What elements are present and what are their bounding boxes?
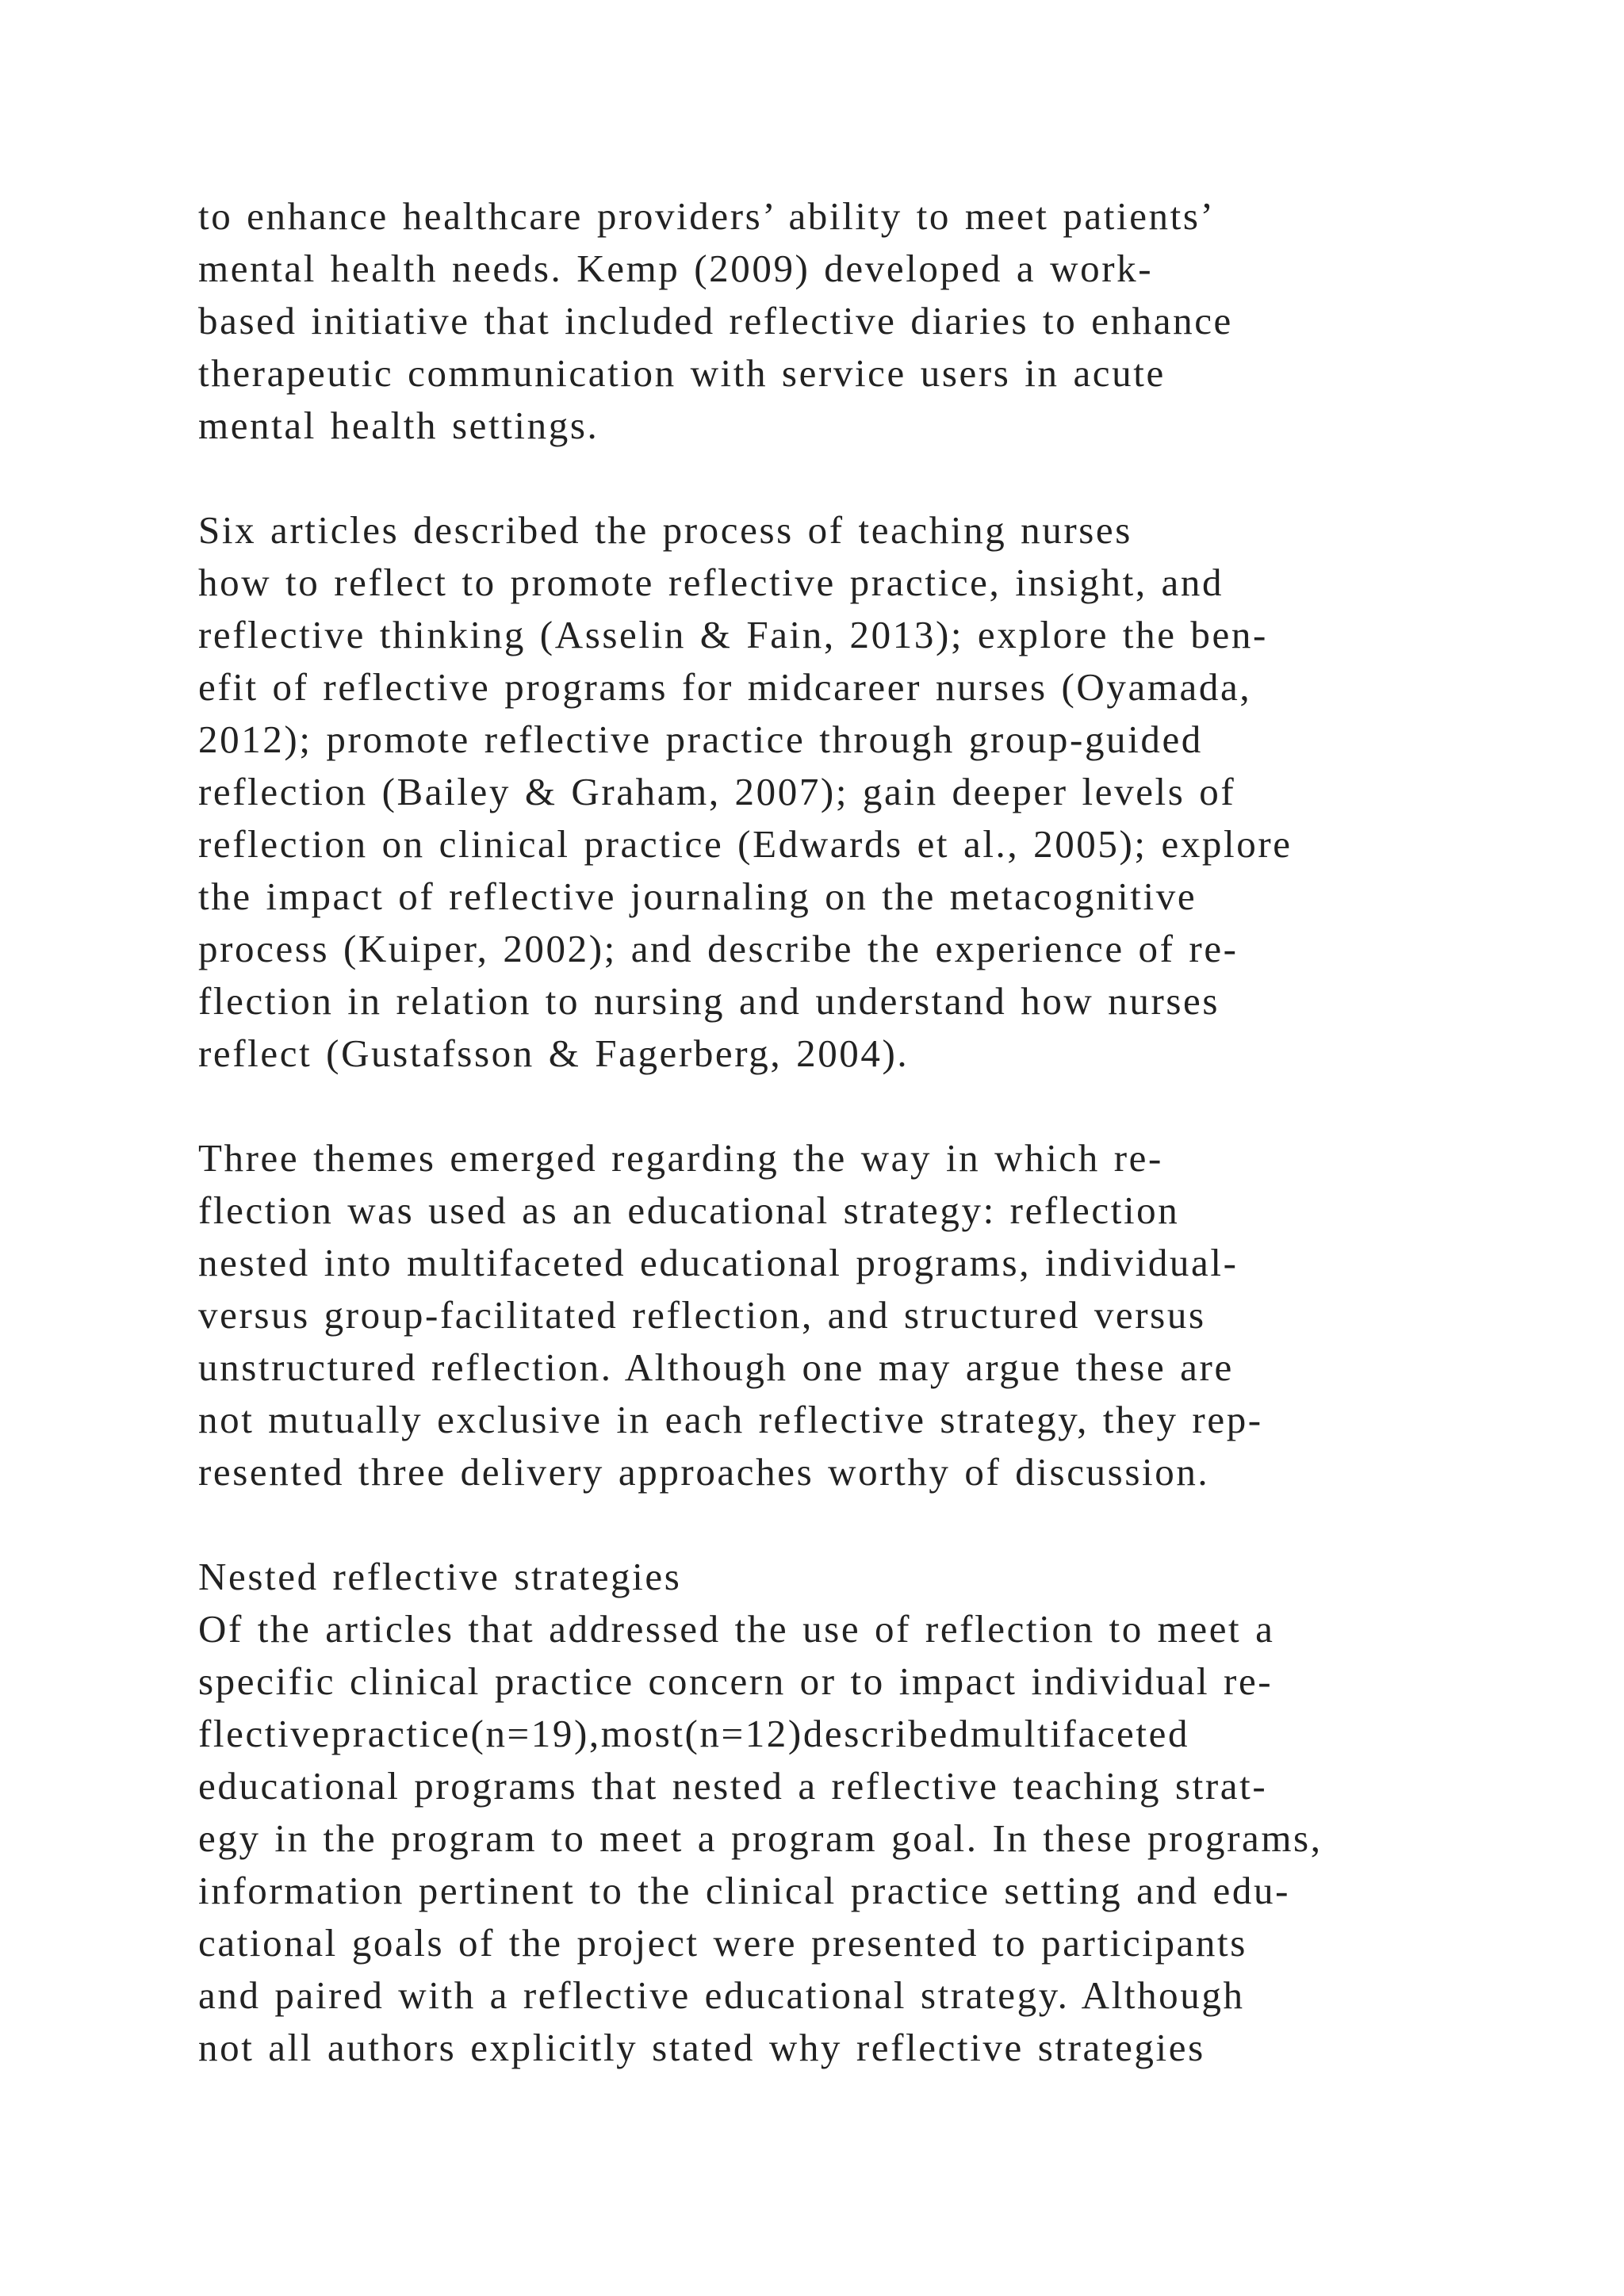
text-line: reflection on clinical practice (Edwards et al., 2005); explore	[198, 822, 1293, 866]
text-line: efit of reflective programs for midcareer nurses (Oyamada,	[198, 665, 1252, 709]
paragraph-six-articles	[198, 504, 1610, 1080]
text-line: reflect (Gustafsson & Fagerberg, 2004).	[198, 1031, 910, 1075]
text-line: mental health needs. Kemp (2009) developed a work-	[198, 247, 1154, 290]
text-line: flectivepractice(n=19),most(n=12)describedmultifaceted	[198, 1712, 1190, 1755]
text-line: nested into multifaceted educational programs, individual-	[198, 1241, 1239, 1284]
text-line: Six articles described the process of teaching nurses	[198, 508, 1132, 552]
text-line: and paired with a reflective educational strategy. Although	[198, 1973, 1245, 2017]
text-line: reflective thinking (Asselin & Fain, 2013); explore the ben-	[198, 613, 1268, 656]
text-line: therapeutic communication with service users in acute	[198, 351, 1166, 395]
text-line: flection was used as an educational strategy: reflection	[198, 1188, 1180, 1232]
text-line: resented three delivery approaches worthy of discussion.	[198, 1450, 1210, 1494]
text-line: cational goals of the project were presented to participants	[198, 1921, 1247, 1965]
document-page	[198, 190, 1610, 2074]
text-line: Of the articles that addressed the use of reflection to meet a	[198, 1607, 1275, 1651]
text-line: not mutually exclusive in each reflective strategy, they rep-	[198, 1398, 1263, 1441]
paragraph-three-themes	[198, 1132, 1610, 1498]
text-line: information pertinent to the clinical practice setting and edu-	[198, 1869, 1290, 1912]
text-line: Three themes emerged regarding the way in which re-	[198, 1136, 1163, 1180]
text-line: unstructured reflection. Although one may argue these are	[198, 1345, 1234, 1389]
text-line: mental health settings.	[198, 404, 599, 447]
section-heading: Nested reflective strategies	[198, 1555, 682, 1598]
paragraph-nested-reflective-strategies	[198, 1551, 1610, 2074]
text-line: the impact of reflective journaling on the metacognitive	[198, 874, 1197, 918]
text-line: reflection (Bailey & Graham, 2007); gain deeper levels of	[198, 770, 1236, 813]
text-line: to enhance healthcare providers’ ability to meet patients’	[198, 194, 1216, 238]
text-line: versus group-facilitated reflection, and structured versus	[198, 1293, 1206, 1337]
text-line: educational programs that nested a reflective teaching strat-	[198, 1764, 1268, 1808]
text-line: specific clinical practice concern or to impact individual re-	[198, 1659, 1274, 1703]
paragraph-mental-health-needs	[198, 190, 1610, 452]
text-line: not all authors explicitly stated why reflective strategies	[198, 2026, 1205, 2069]
text-line: flection in relation to nursing and understand how nurses	[198, 979, 1220, 1023]
text-line: how to reflect to promote reflective practice, insight, and	[198, 561, 1224, 604]
text-line: 2012); promote reflective practice through group-guided	[198, 718, 1203, 761]
text-line: process (Kuiper, 2002); and describe the experience of re-	[198, 927, 1239, 970]
text-line: egy in the program to meet a program goal. In these programs,	[198, 1816, 1323, 1860]
text-line: based initiative that included reflective diaries to enhance	[198, 299, 1233, 342]
